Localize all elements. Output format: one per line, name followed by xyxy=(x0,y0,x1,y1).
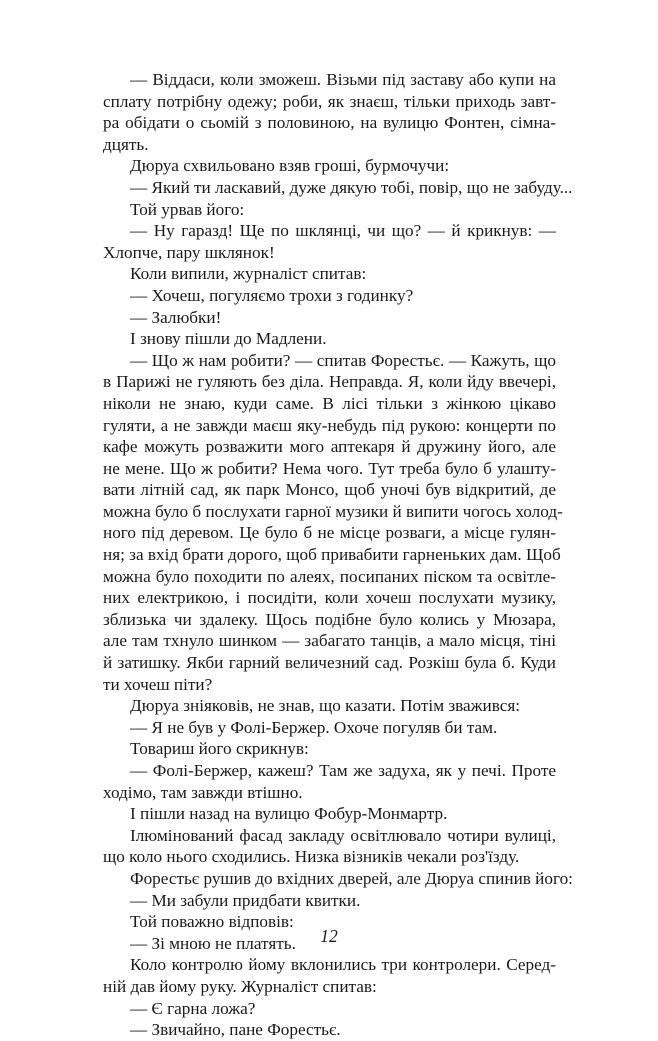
text-line: — Який ти ласкавий, дуже дякую тобі, повір, що не забуду... xyxy=(130,177,573,197)
text-line: Хлопче, пару шклянок! xyxy=(103,242,275,262)
text-line: дцять. xyxy=(103,134,149,154)
text-line: Дюруа зніяковів, не знав, що казати. Потім зважився: xyxy=(130,696,521,716)
text-line: кафе можуть розважити мого аптекаря й дружину його, але xyxy=(103,437,556,457)
text-line: можна було б послухати гарної музики й випити чогось холод- xyxy=(103,501,563,521)
text-line: ніколи не знаю, куди саме. В лісі тільки з жінкою цікаво xyxy=(103,393,556,413)
text-line: ній дав йому руку. Журналіст спитав: xyxy=(103,976,377,996)
text-line: — Звичайно, пане Форестьє. xyxy=(130,1020,341,1040)
text-line: Коло контролю йому вклонились три контролери. Серед- xyxy=(130,955,556,975)
text-line: можна було походити по алеях, посипаних піском та освітле- xyxy=(103,566,556,586)
text-line: Той поважно відповів: xyxy=(130,912,294,932)
page-body-text xyxy=(103,69,573,1041)
text-line: — Я не був у Фолі-Бержер. Охоче погуляв би там. xyxy=(130,717,498,737)
text-line: ходімо, там завжди втішно. xyxy=(103,782,303,802)
text-line: в Парижі не гуляють без діла. Неправда. Я, коли йду ввечері, xyxy=(103,372,556,392)
text-line: — Що ж нам робити? — спитав Форестьє. — Кажуть, що xyxy=(130,350,556,370)
text-line: Товариш його скрикнув: xyxy=(130,739,309,759)
text-line: що коло нього сходились. Низка візників чекали роз'їзду. xyxy=(103,847,520,867)
text-line: Ілюмінований фасад закладу освітлювало чотири вулиці, xyxy=(130,825,556,845)
text-line: Форестьє рушив до вхідних дверей, але Дюруа спинив його: xyxy=(130,868,573,888)
text-line: І пішли назад на вулицю Фобур-Монмартр. xyxy=(130,804,448,824)
text-line: зблизька чи здалеку. Щось подібне було колись у Мюзара, xyxy=(103,609,556,629)
text-line: — Ми забули придбати квитки. xyxy=(130,890,361,910)
text-line: І знову пішли до Мадлени. xyxy=(130,329,327,349)
text-line: — Фолі-Бержер, кажеш? Там же задуха, як у печі. Проте xyxy=(130,761,556,780)
text-line: ного під деревом. Це було б не місце розваги, а місце гулян- xyxy=(103,523,556,543)
text-line: — Залюбки! xyxy=(130,307,222,327)
text-line: — Є гарна ложа? xyxy=(130,998,256,1018)
text-line: вати літній сад, як парк Монсо, щоб уночі був відкритий, де xyxy=(103,480,556,500)
text-line: них електрикою, і посидіти, коли хочеш послухати музику, xyxy=(103,588,556,608)
text-line: ти хочеш піти? xyxy=(103,674,213,694)
text-line: — Зі мною не платять. xyxy=(130,933,296,953)
text-line: Той урвав його: xyxy=(130,199,245,219)
text-line: — Ну гаразд! Ще по шклянці, чи що? — й крикнув: — xyxy=(130,221,556,241)
text-line: й затишку. Якби гарний величезний сад. Розкіш була б. Куди xyxy=(103,653,556,673)
text-line: гуляти, а не завжди маєш яку-небудь під рукою: концерти по xyxy=(103,415,556,435)
text-line: — Хочеш, погуляємо трохи з годинку? xyxy=(130,285,414,305)
text-line: ня; за вхід брати дорого, щоб привабити гарненьких дам. Щоб xyxy=(103,545,561,565)
text-line: Дюруа схвильовано взяв гроші, бурмочучи: xyxy=(130,156,450,176)
text-line: Коли випили, журналіст спитав: xyxy=(130,264,367,284)
text-line: ра обідати о сьомій з половиною, на вулицю Фонтен, сімна- xyxy=(103,113,556,133)
text-line: сплату потрібну одежу; роби, як знаєш, тільки приходь завт- xyxy=(103,91,556,111)
text-line: — Віддаси, коли зможеш. Візьми під заставу або купи на xyxy=(130,70,556,89)
page-number: 12 xyxy=(320,926,338,946)
text-line: не мене. Що ж робити? Нема чого. Тут треба було б улашту- xyxy=(103,458,556,478)
text-line: але там тхнуло шинком — забагато танців, а мало місця, тіні xyxy=(103,631,556,651)
